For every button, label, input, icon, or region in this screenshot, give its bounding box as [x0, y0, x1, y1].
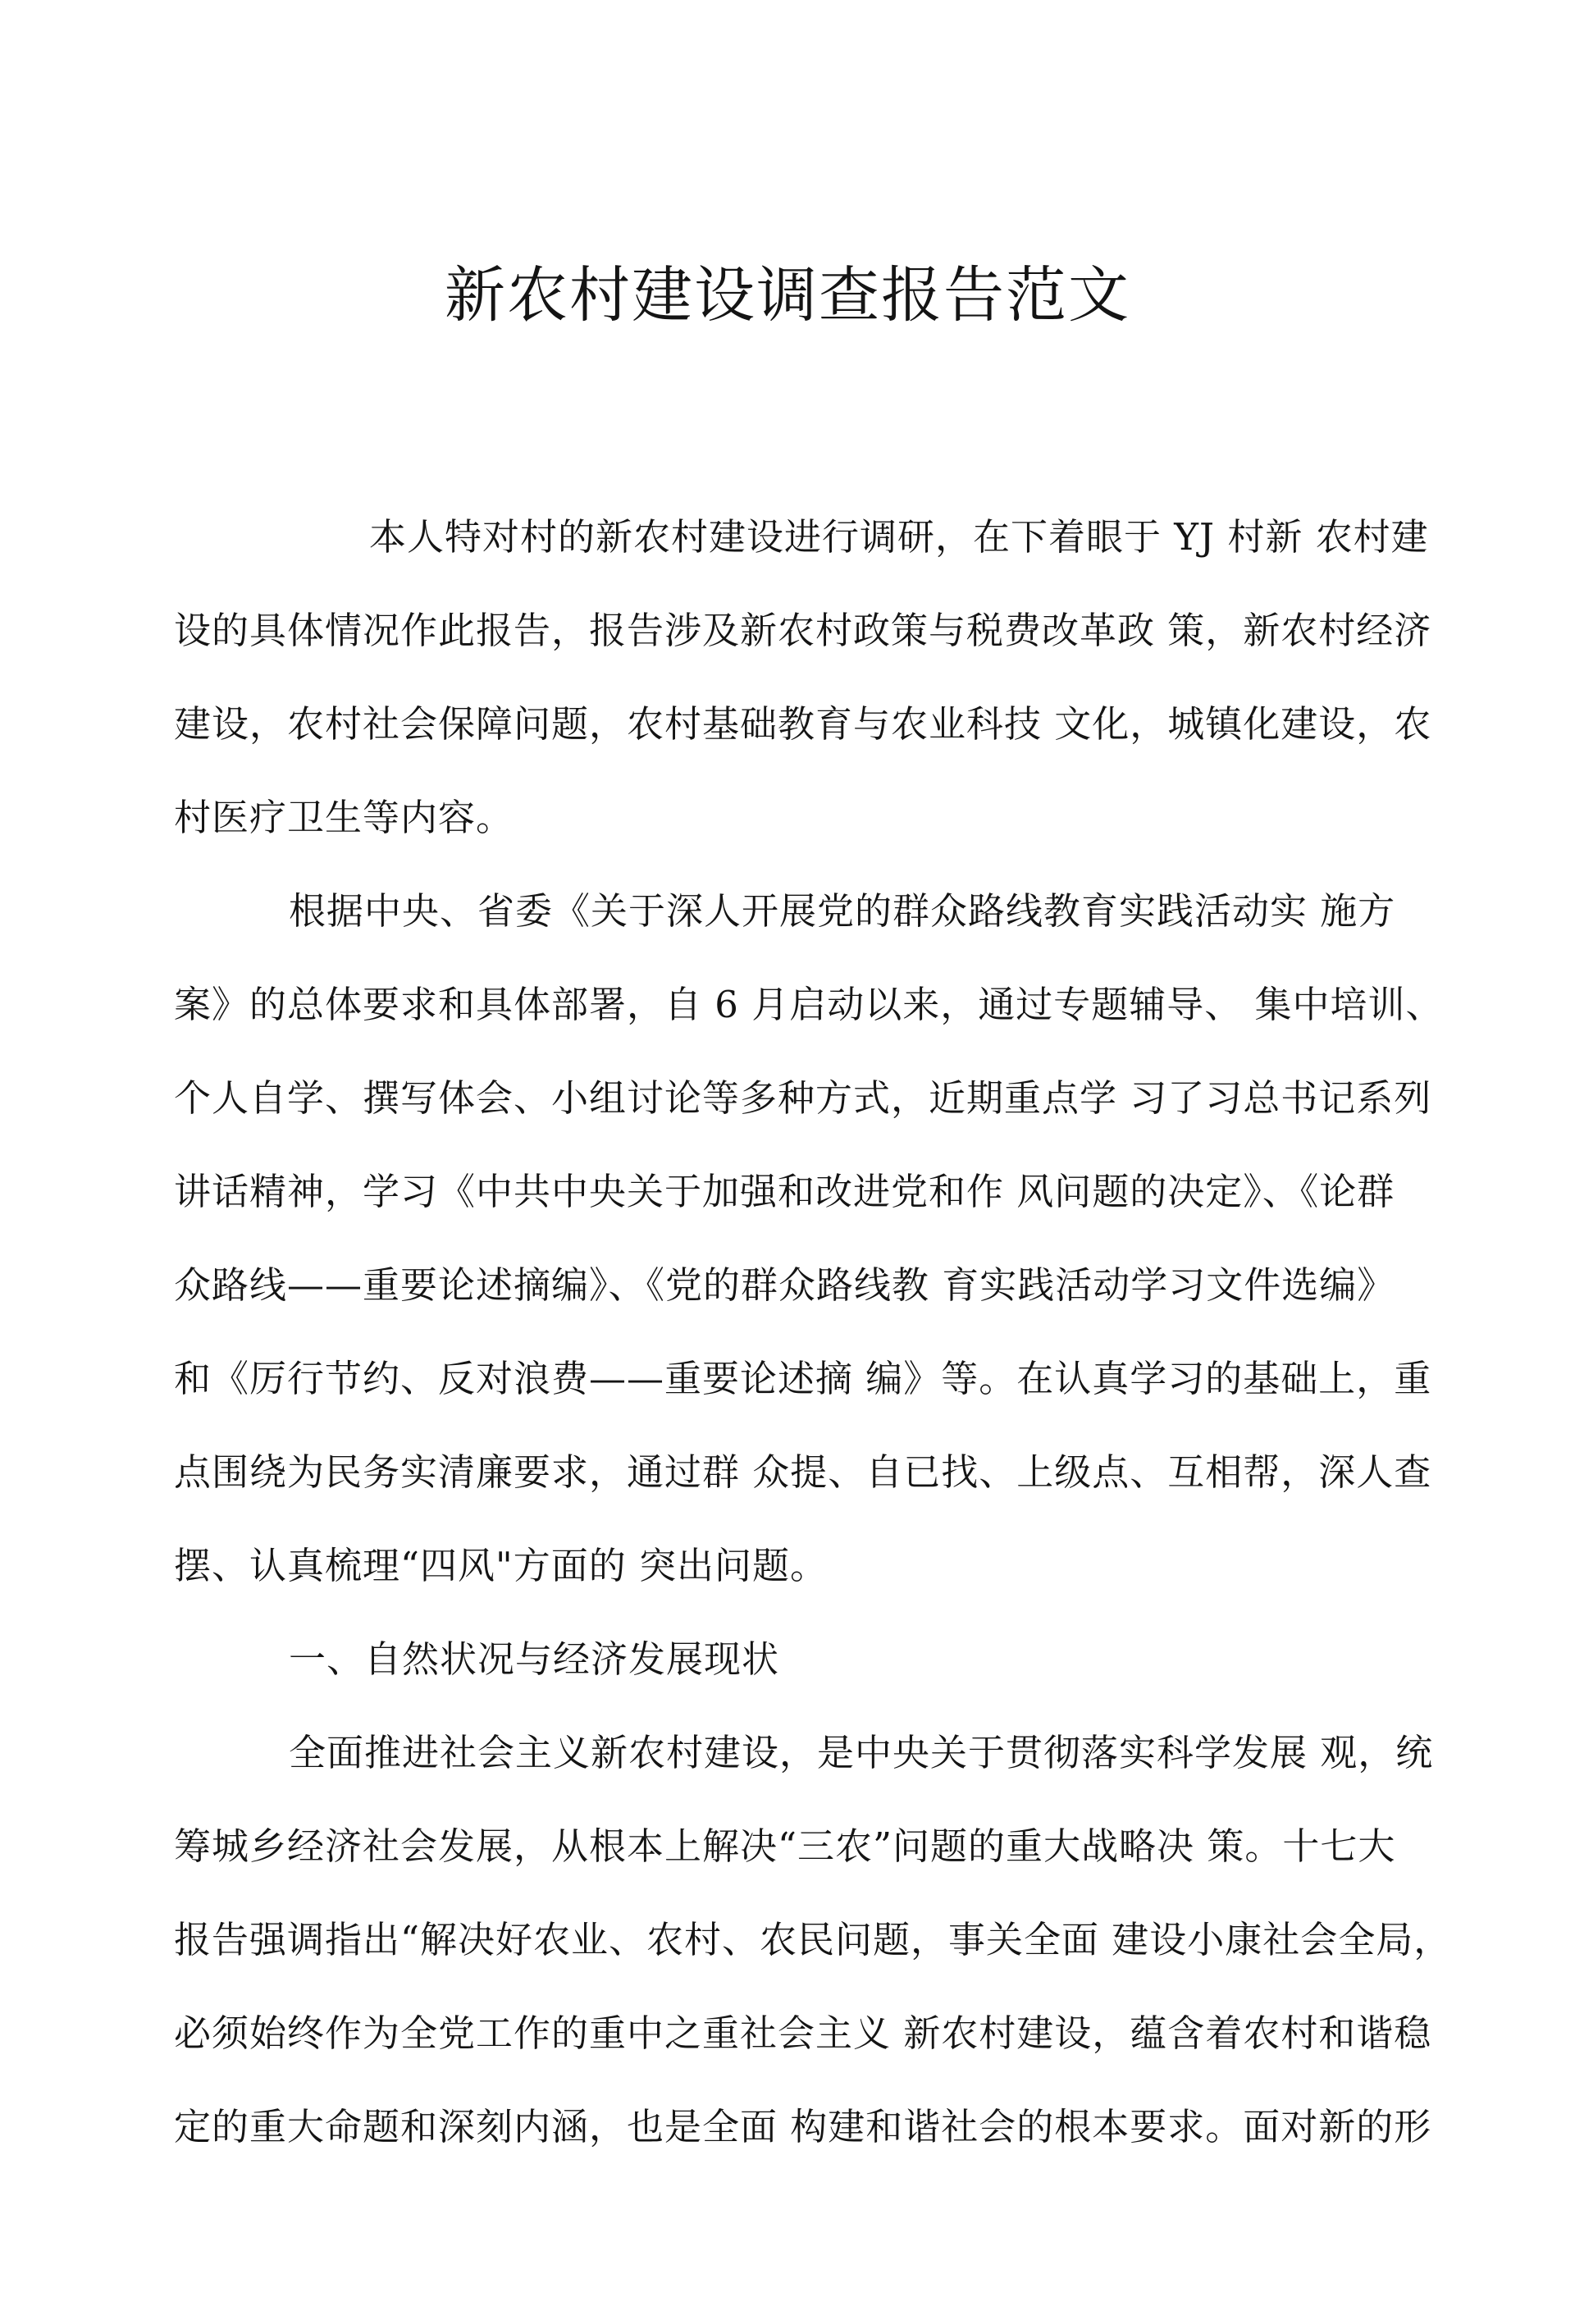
paragraph-line: 个人自学、撰写体会、小组讨论等多种方式，近期重点学 习了习总书记系列: [174, 1076, 1432, 1120]
paragraph-line: 定的重大命题和深刻内涵，也是全面 构建和谐社会的根本要求。面对新的形: [174, 2105, 1432, 2148]
paragraph-line: 村医疗卫生等内容。: [174, 796, 514, 839]
paragraph-line: 根据中央、省委《关于深人开展党的群众路线教育实践活动实 施方: [289, 889, 1396, 933]
paragraph-line: 筹城乡经济社会发展，从根本上解决“三农”问题的重大战略决 策。十七大: [174, 1824, 1396, 1868]
paragraph-line: 设的具体情况作此报告，报告涉及新农村政策与税费改革政 策，新农村经济: [174, 609, 1432, 652]
document-body: [174, 500, 1452, 2184]
paragraph-line: 全面推进社会主义新农村建设，是中央关于贯彻落实科学发展 观，统: [289, 1731, 1434, 1774]
section-heading: 一、自然状况与经济发展现状: [289, 1637, 780, 1681]
paragraph-line: 案》的总体要求和具体部署，自 6 月启动以来，通过专题辅导、 集中培训、: [174, 983, 1444, 1026]
paragraph-line: 点围绕为民务实清廉要求，通过群 众提、自已找、上级点、互相帮，深人查: [174, 1450, 1432, 1494]
paragraph-line: 报告强调指出“解决好农业、农村、农民问题，事关全面 建设小康社会全局，: [174, 1918, 1452, 1961]
paragraph-line: 摆、认真梳理“四风"方面的 突出问题。: [174, 1544, 829, 1587]
paragraph-line: 必须始终作为全党工作的重中之重社会主义 新农村建设，蕴含着农村和谐稳: [174, 2011, 1432, 2055]
document-title: 新农村建设调查报告范文: [445, 260, 1130, 331]
paragraph-line: 建设，农村社会保障问题，农村基础教育与农业科技 文化，城镇化建设，农: [174, 702, 1432, 746]
paragraph-line: 和《厉行节约、反对浪费——重要论述摘 编》等。在认真学习的基础上，重: [174, 1357, 1432, 1400]
paragraph-line: 本人特对村的新农村建设进行调研，在下着眼于 YJ 村新 农村建: [369, 515, 1429, 559]
paragraph-line: 讲话精神，学习《中共中央关于加强和改进党和作 风问题的决定》、《论群: [174, 1170, 1395, 1213]
paragraph-line: 众路线——重要论述摘编》、《党的群众路线教 育实践活动学习文件选编》: [174, 1263, 1395, 1307]
